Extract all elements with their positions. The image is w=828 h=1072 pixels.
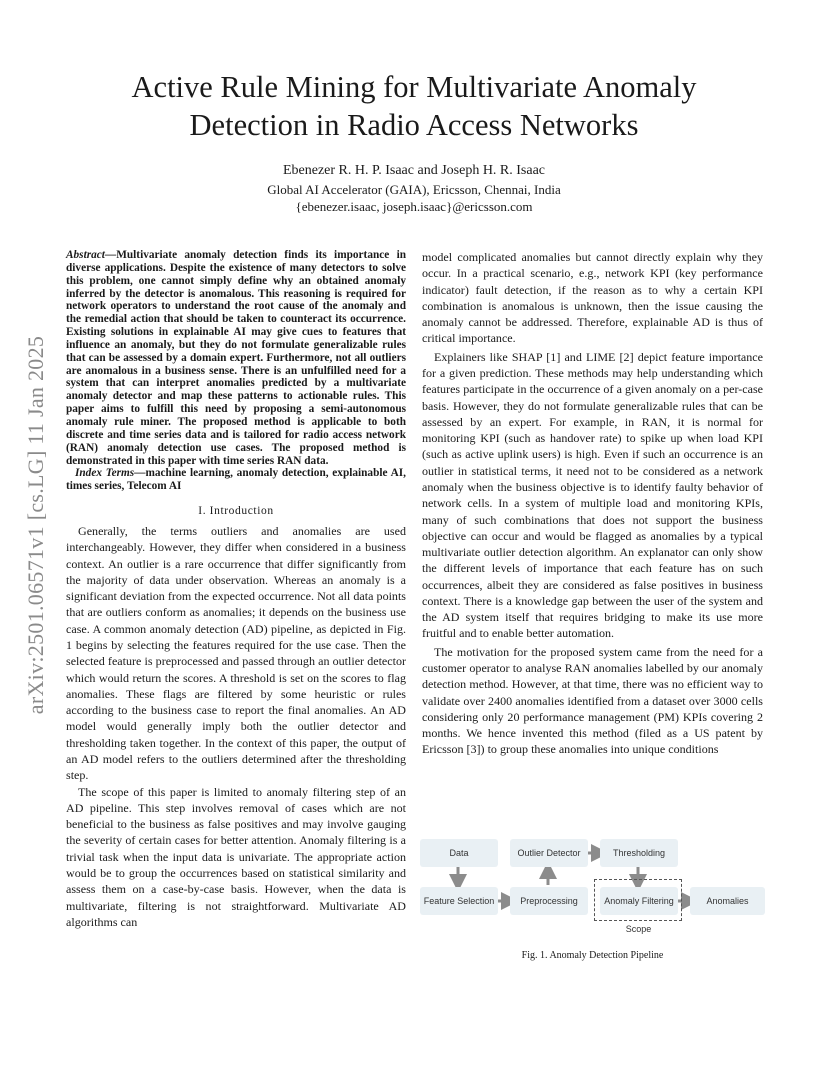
abstract — [66, 249, 406, 467]
right-column — [422, 249, 763, 758]
section-heading: I. Introduction — [198, 505, 274, 518]
abstract-label: Abstract — [66, 249, 105, 261]
intro-paragraph-4: Explainers like SHAP [1] and LIME [2] depict feature importance for a given prediction. These methods may help understanding which features participate in the occurrence of a given anomaly on a per-case basis. However, they do not formulate generalizable rules that can be assessed by an expert. For example, in RAN, it is normal for monitoring KPI (such as handover rate) to spike up when load KPI (such as active uplink users) is high. Even if such an occurrence is an outlier in statistical terms, it need not to be considered as a network anomaly when the business objective is to identify faulty behavior of network cells. In a system of multiple load and monitoring KPIs, many of such combinations that does not support the business objective can occur and would be flagged as anomalies by a typical multivariate outlier detection algorithm. An explanator can only show the different levels of importance that each feature has on such occurrences, albeit they are considered as false positives in business context. There is a knowledge gap between the user of the system and the AD system itself that requires bridging to make its use more fruitful and to enable better automation. — [422, 349, 763, 641]
arxiv-identifier — [18, 290, 54, 760]
index-terms-text: —machine learning, anomaly detection, explainable AI, times series, Telecom AI — [66, 467, 406, 493]
paper-title — [64, 68, 764, 144]
intro-paragraph-2: The scope of this paper is limited to anomaly filtering step of an AD pipeline. This step involves removal of cases which are not beneficial to the business as false positives and may involve gauging the severity of certain cases for better attention. Anomaly filtering is a trivial task when the input data is univariate. The appropriate action would be to group the occurrences based on statistical similarity and assess them on a case-by-case basis. However, when the data is multivariate, filtering is not straightforward. Multivariate AD algorithms can — [66, 784, 406, 929]
box-anomaly-filtering: Anomaly Filtering — [600, 887, 678, 915]
intro-paragraph-3: model complicated anomalies but cannot directly explain why they occur. In a practical scenario, e.g., network KPI (key performance indicator) fault detection, if the reason as to why a certain KPI combination is anomalous is unknown, then the issue causing the anomaly cannot be addressed. Therefore, explainable AD is thus of critical importance. — [422, 250, 763, 346]
affiliation: Global AI Accelerator (GAIA), Ericsson, Chennai, India — [267, 182, 561, 197]
intro-paragraph-5: The motivation for the proposed system came from the need for a customer operator to analyse RAN anomalies labelled by our anomaly detection method. However, at that time, there was no efficient way to validate over 2400 anomalies identified from a dataset over 3000 cells considering only 20 performance management (PM) KPIs covering 2 months. We hence invented this method (filed as a US patent by Ericsson [3]) to group these anomalies into unique conditions — [422, 644, 763, 757]
title-line-1: Active Rule Mining for Multivariate Anomaly — [131, 70, 697, 104]
box-outlier-detector: Outlier Detector — [510, 839, 588, 867]
title-line-2: Detection in Radio Access Networks — [189, 108, 639, 142]
box-anomalies: Anomalies — [690, 887, 765, 915]
index-terms-label: Index Terms — [75, 467, 135, 480]
box-feature-selection: Feature Selection — [420, 887, 498, 915]
figure-caption: Fig. 1. Anomaly Detection Pipeline — [521, 950, 664, 961]
scope-label: Scope — [625, 924, 652, 934]
authors: Ebenezer R. H. P. Isaac and Joseph H. R. Isaac — [282, 163, 546, 178]
arxiv-id-text: arXiv:2501.06571v1 [cs.LG] 11 Jan 2025 — [23, 335, 48, 715]
box-data: Data — [420, 839, 498, 867]
affiliation-block — [64, 181, 764, 215]
emails: {ebenezer.isaac, joseph.isaac}@ericsson.com — [295, 199, 533, 214]
intro-paragraph-1: Generally, the terms outliers and anomalies are used interchangeably. However, they differ when considered in a business context. An outlier is a rare occurrence that differ significantly from the majority of data under observation. Whereas an anomaly is a significant deviation from the expected occurrence. Not all data points that are outliers conform as anomalies; it depends on the business use case. A common anomaly detection (AD) pipeline, as depicted in Fig. 1 begins by selecting the features required for the use case. Then the selected feature is preprocessed and passed through an outlier detector which would return the scores. A threshold is set on the scores to flag anomalies. These flags are filtered by some heuristic or rules according to the business case to report the final anomalies. An AD model would generally imply both the outlier detector and thresholding taken together. In the context of this paper, the output of an AD model refers to the outliers determined after the thresholding step. — [66, 524, 406, 783]
abstract-text: —Multivariate anomaly detection finds its importance in diverse applications. Despite the existence of many detectors to solve this problem, one cannot simply define why an obtained anomaly inferred by the detector is anomalous. This reasoning is required for network operators to understand the root cause of the anomaly and the remedial action that should be taken to counteract its occurrence. Existing solutions in explainable AI may give cues to features that influence an anomaly, but they do not formulate generalizable rules that can be assessed by a domain expert. Furthermore, not all outliers are anomalous in a business sense. There is an unfulfilled need for a system that can interpret anomalies predicted by a multivariate anomaly detector and map these patterns to actionable rules. This paper aims to fulfill this need by proposing a semi-autonomous anomaly rule miner. The proposed method is applicable to both discrete and time series data and is tailored for radio access network (RAN) anomaly detection use cases. The proposed method is demonstrated in this paper with time series RAN data. — [66, 249, 406, 467]
index-terms — [66, 467, 406, 493]
pipeline-figure — [420, 833, 765, 938]
left-column — [66, 249, 406, 930]
box-thresholding: Thresholding — [600, 839, 678, 867]
box-preprocessing: Preprocessing — [510, 887, 588, 915]
